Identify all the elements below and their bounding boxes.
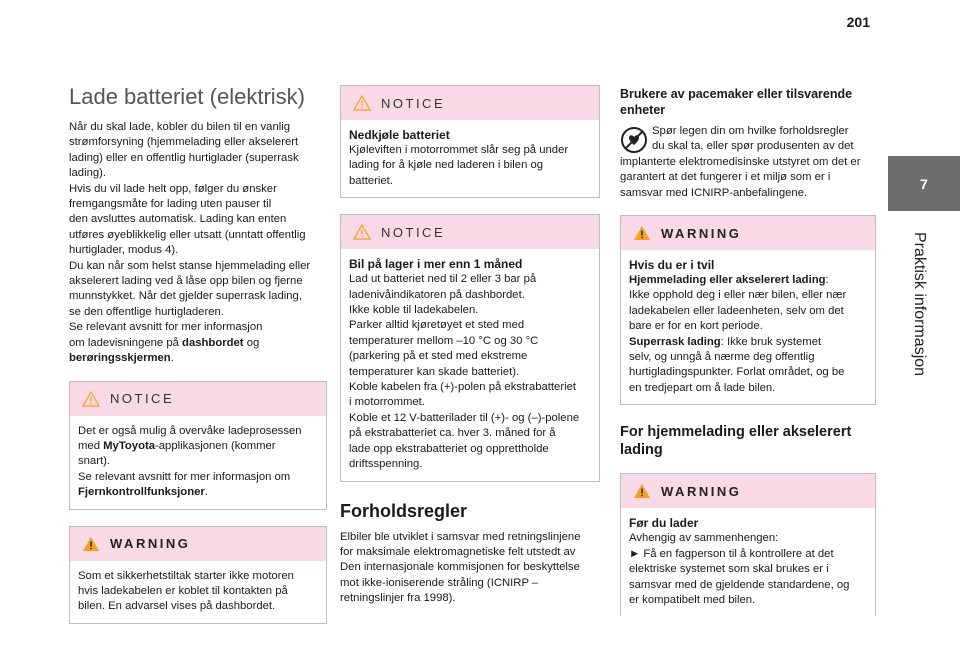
warning-triangle-filled-icon [82,536,100,552]
intro-line: strømforsyning (hjemmelading eller akselerert [69,136,299,149]
pacemaker-line: implanterte elektromedisinske utstyret om det er [620,155,861,168]
page-number: 201 [846,14,870,30]
warning-line: selv, og unngå å nærme deg offentlig [629,351,815,364]
notice-line: (parkering på et sted med ekstreme [349,350,528,363]
pacemaker-line: garantert at det fungerer i et miljø som er i [620,171,831,184]
warning-triangle-filled-icon [633,225,651,241]
dashboard-term: dashbordet [182,336,244,349]
intro-line: lading). [69,167,107,180]
intro-line: fremgangsmåte for lading uten pauser til [69,198,272,211]
warning-triangle-outline-icon [353,224,371,240]
warning-text-span: : [825,274,829,287]
column-3 [620,86,876,628]
notice-line [78,439,318,454]
notice-line: ladenivåindikatoren på dashbordet. [349,288,525,301]
warning-body [621,250,875,404]
home-charging-heading-line: lading [620,442,663,459]
notice-line: Det er også mulig å overvåke ladeprosessen [78,424,302,437]
pacemaker-heading [620,86,876,118]
notice-line: Kjøleviften i motorrommet slår seg på under [349,144,569,156]
notice-text-span: . [204,486,208,499]
warning-label: WARNING [661,225,742,241]
intro-line: Hvis du vil lade helt opp, følger du ønsker [69,182,277,195]
notice-header [341,86,599,120]
notice-box-monitoring [69,381,327,510]
pacemaker-icon [620,126,648,154]
intro-text-span: og [243,336,260,349]
warning-box-before-charging [620,473,876,616]
notice-line: på ekstrabatteriet ca. hver 3. måned for å [349,427,556,440]
home-charging-heading-line: For hjemmelading eller akselerert [620,424,852,441]
notice-heading: Bil på lager i mer enn 1 måned [349,257,523,272]
pacemaker-line: samsvar med ICNIRP-anbefalingene. [620,186,808,199]
pacemaker-line: du skal ta, eller spør produsenten av det [652,140,854,153]
precautions-line: Elbiler ble utviklet i samsvar med retningslinjene [340,530,581,543]
intro-line: se den offentlige hurtigladeren. [69,305,224,318]
precautions-line: for maksimale elektromagnetiske felt utstedt av [340,545,576,558]
intro-line [69,351,327,366]
intro-line: hurtiglader, modus 4). [69,244,179,257]
warning-text-span: : Ikke bruk systemet [720,335,822,348]
notice-line: lade opp ekstrabatteriet og opprettholde [349,442,549,455]
intro-line: utføres øyeblikkelig eller utsatt (unntatt offentlig [69,228,306,241]
precautions-line: retningslinjer fra 1998). [340,592,456,605]
warning-line: samsvar med de gjeldende standardene, og [629,578,850,591]
warning-line: bilen. En advarsel vises på dashbordet. [78,600,276,613]
intro-line [69,336,327,351]
home-charging-term: Hjemmelading eller akselerert lading [629,274,826,287]
chapter-tab[interactable] [888,156,960,211]
notice-line: Ikke koble til ladekabelen. [349,304,479,317]
intro-line: lading) eller en offentlig hurtiglader (superrask [69,151,299,164]
intro-text [69,120,327,367]
warning-line: ► Få en fagperson til å kontrollere at det [629,547,834,560]
warning-body [621,508,875,616]
warning-header [621,216,875,250]
notice-box-storage [340,214,600,481]
notice-line: snart). [78,455,111,468]
warning-header [621,474,875,508]
warning-line: er kompatibelt med bilen. [629,593,756,606]
notice-header [341,215,599,249]
warning-line: elektriske systemet som skal brukes er i [629,563,829,576]
notice-box-cooling [340,85,600,198]
intro-line: Du kan når som helst stanse hjemmelading eller [69,259,311,272]
warning-triangle-outline-icon [82,391,100,407]
notice-body [341,249,599,480]
notice-text-span: -applikasjonen (kommer [155,439,276,452]
notice-label: NOTICE [381,224,446,240]
notice-heading: Nedkjøle batteriet [349,128,450,142]
notice-label: NOTICE [381,95,446,111]
notice-line: driftsspenning. [349,458,423,471]
intro-line: akselerert lading ved å låse opp bilen og fjerne [69,275,303,288]
chapter-number: 7 [920,175,928,192]
notice-line: Se relevant avsnitt for mer informasjon om [78,470,291,483]
chapter-title-container [910,232,934,392]
warning-line: Som et sikkerhetstiltak starter ikke motoren [78,569,294,582]
warning-line: bare er for en kort periode. [629,320,763,333]
pacemaker-heading-line: enheter [620,103,666,117]
warning-line: ladekabelen eller ladeenheten, selv om det [629,304,844,317]
warning-header [70,527,326,561]
notice-line: temperaturer kan skade batteriet). [349,365,520,378]
notice-line: batteriet. [349,174,393,187]
touchscreen-term: berøringsskjermen [69,352,171,365]
mytoyota-term: MyToyota [103,439,156,452]
notice-header [70,382,326,416]
intro-line: Se relevant avsnitt for mer informasjon [69,321,263,334]
notice-body [70,416,326,509]
precautions-line: Den internasjonale kommisjonen for beskyttelse [340,561,580,574]
pacemaker-text [620,124,876,201]
warning-body [70,561,326,623]
warning-line: Avhengig av sammenhengen: [629,532,779,545]
notice-line: Parker alltid kjøretøyet et sted med [349,319,525,332]
warning-line: en tredjepart om å lade bilen. [629,381,776,394]
warning-line [629,273,867,288]
precautions-line: mot ikke-ioniserende stråling (ICNIRP – [340,576,539,589]
intro-text-span: . [170,352,174,365]
pacemaker-heading-line: Brukere av pacemaker eller tilsvarende [620,87,853,101]
page-title: Lade batteriet (elektrisk) [69,84,305,109]
home-charging-heading [620,423,876,459]
warning-box-doubt [620,215,876,405]
warning-heading: Hvis du er i tvil [629,258,715,273]
precautions-text [340,530,600,607]
warning-label: WARNING [661,483,742,499]
warning-triangle-filled-icon [633,483,651,499]
intro-line: Når du skal lade, kobler du bilen til en vanlig [69,121,291,133]
chapter-title: Praktisk informasjon [911,232,928,377]
section-title-precautions: Forholdsregler [340,500,468,521]
warning-triangle-outline-icon [353,95,371,111]
pacemaker-line: Spør legen din om hvilke forholdsregler [652,125,849,137]
warning-line: Ikke opphold deg i eller nær bilen, eller nær [629,289,847,302]
notice-label: NOTICE [110,391,175,406]
notice-text-span: med [78,439,104,452]
notice-line: lading for å kjøle ned laderen i bilen og [349,159,544,172]
notice-line [78,485,318,500]
intro-line: den avsluttes automatisk. Lading kan enten [69,213,287,226]
notice-line: i motorrommet. [349,396,425,409]
column-2 [340,85,600,607]
notice-line: Koble kabelen fra (+)-polen på ekstrabatteriet [349,381,577,394]
intro-line: munnstykket. Når det gjelder superrask lading, [69,290,302,303]
intro-text-span: om ladevisningene på [69,336,183,349]
super-charging-term: Superrask lading [629,335,721,348]
warning-line [629,335,867,350]
warning-label: WARNING [110,536,191,552]
notice-line: Lad ut batteriet ned til 2 eller 3 bar på [349,273,537,286]
warning-heading: Før du lader [629,516,699,531]
remote-functions-term: Fjernkontrollfunksjoner [78,486,205,499]
notice-line: temperaturer mellom –10 °C og 30 °C [349,334,539,347]
warning-line: hvis ladekabelen er koblet til kontakten på [78,584,288,597]
warning-line: hurtigladingspunkter. Forlat området, og be [629,366,845,379]
notice-body [341,120,599,197]
warning-box-engine [69,526,327,624]
notice-line: Koble et 12 V-batterilader til (+)- og (–)-polene [349,411,580,424]
column-1 [69,84,327,636]
